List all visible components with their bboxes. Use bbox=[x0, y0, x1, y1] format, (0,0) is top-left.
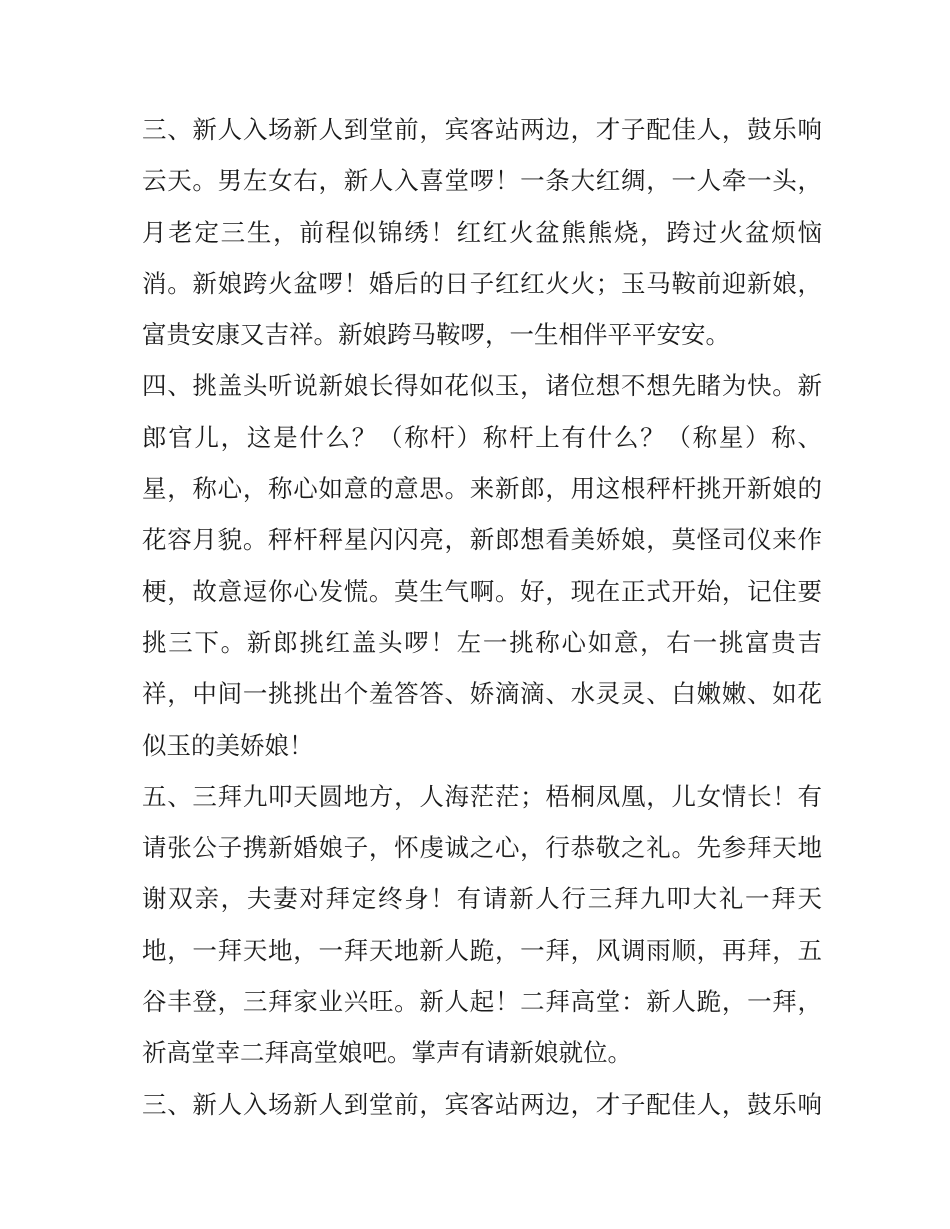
text-line: 祈高堂幸二拜高堂娘吧。掌声有请新娘就位。 bbox=[142, 1038, 632, 1068]
text-line: 谢双亲，夫妻对拜定终身！有请新人行三拜九叩大礼一拜天 bbox=[142, 884, 822, 914]
text-line: 郎官儿，这是什么？（称杆）称杆上有什么？（称星）称、 bbox=[142, 422, 822, 452]
text-line: 祥，中间一挑挑出个羞答答、娇滴滴、水灵灵、白嫩嫩、如花 bbox=[142, 679, 822, 709]
text-line: 月老定三生，前程似锦绣！红红火盆熊熊烧，跨过火盆烦恼 bbox=[142, 217, 822, 247]
text-line: 星，称心，称心如意的意思。来新郎，用这根秤杆挑开新娘的 bbox=[142, 474, 822, 504]
text-line: 云天。男左女右，新人入喜堂啰！一条大红绸，一人牵一头， bbox=[142, 166, 822, 196]
text-line: 消。新娘跨火盆啰！婚后的日子红红火火；玉马鞍前迎新娘， bbox=[142, 268, 822, 298]
text-line: 地，一拜天地，一拜天地新人跪，一拜，风调雨顺，再拜，五 bbox=[142, 935, 822, 965]
text-line: 五、三拜九叩天圆地方，人海茫茫；梧桐凤凰，儿女情长！有 bbox=[142, 781, 822, 811]
text-line: 谷丰登，三拜家业兴旺。新人起！二拜高堂：新人跪，一拜， bbox=[142, 987, 822, 1017]
text-line: 富贵安康又吉祥。新娘跨马鞍啰，一生相伴平平安安。 bbox=[142, 320, 730, 350]
text-line: 似玉的美娇娘！ bbox=[142, 730, 314, 760]
text-line: 请张公子携新婚娘子，怀虔诚之心，行恭敬之礼。先参拜天地 bbox=[142, 833, 822, 863]
text-line: 挑三下。新郎挑红盖头啰！左一挑称心如意，右一挑富贵吉 bbox=[142, 627, 822, 657]
text-line: 三、新人入场新人到堂前，宾客站两边，才子配佳人，鼓乐响 bbox=[142, 115, 822, 144]
text-line: 三、新人入场新人到堂前，宾客站两边，才子配佳人，鼓乐响 bbox=[142, 1089, 822, 1119]
body-text bbox=[142, 104, 822, 1130]
text-line: 四、挑盖头听说新娘长得如花似玉，诸位想不想先睹为快。新 bbox=[142, 371, 822, 401]
text-line: 梗，故意逗你心发慌。莫生气啊。好，现在正式开始，记住要 bbox=[142, 576, 822, 606]
text-line: 花容月貌。秤杆秤星闪闪亮，新郎想看美娇娘，莫怪司仪来作 bbox=[142, 525, 822, 555]
